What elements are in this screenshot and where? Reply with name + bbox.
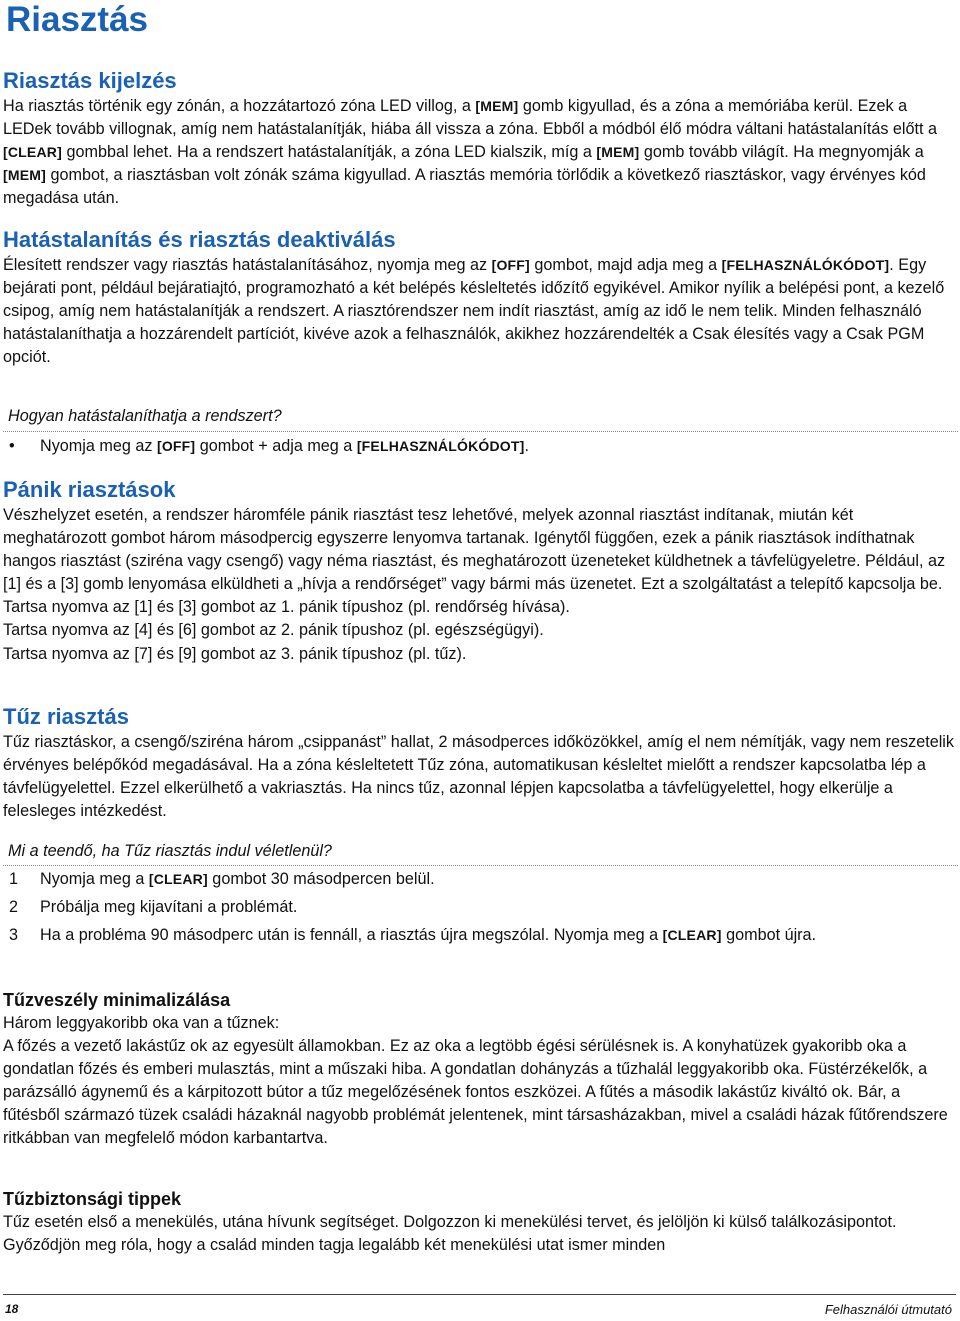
bullet-marker: • xyxy=(9,437,15,455)
panic-line: Tartsa nyomva az [1] és [3] gombot az 1. pánik típushoz (pl. rendőrség hívása). xyxy=(3,598,570,617)
section-paragraph: Ha riasztás történik egy zónán, a hozzátartozó zóna LED villog, a [MEM] gomb kigyullad, és a zóna a memóriába kerül. Ezek a LEDek tovább villognak, amíg nem hatástalanítják, hiába áll vissza a zóna. Ebből a módból élő módra váltani hatástalanítás előtt a [CLEAR] gombbal lehet. Ha a rendszert hatástalanítják, a zóna LED kialszik, míg a [MEM] gomb tovább világít. Ha megnyomják a [MEM] gombot, a riasztásban volt zónák száma kigyullad. A riasztás memória törlődik a következő riasztáskor, vagy érvényes kód megadása után. xyxy=(3,97,938,208)
section-fire-risk xyxy=(3,989,955,1151)
step-number: 2 xyxy=(9,898,19,917)
question-fire xyxy=(3,840,955,863)
section-heading: Tűzveszély minimalizálása xyxy=(3,990,231,1010)
question-text: Mi a teendő, ha Tűz riasztás indul véletlenül? xyxy=(8,842,332,860)
dotted-separator xyxy=(3,865,958,866)
key-label: [MEM] xyxy=(596,144,640,161)
section-disarm xyxy=(3,227,955,369)
section-paragraph: Vészhelyzet esetén, a rendszer háromféle pánik riasztást tesz lehetővé, melyek azonnal riasztást indítanak, miután két meghatározott gombot három másodpercig egyszerre lenyomva tartanak. Igénytől függően, ezek a pánik riasztások indíthatnak hangos riasztást (sziréna vagy csengő) vagy néma riasztást, és meghatározott üzeneteket küldhetnek a távfelügyeletre. Például, az [1] és a [3] gomb lenyomása elküldheti a „hívja a rendőrséget” vagy bármi más üzenetet. Ezt a szolgáltatást a telepítő kapcsolja be. xyxy=(3,506,946,594)
key-label: [FELHASZNÁLÓKÓDOT] xyxy=(721,257,890,273)
footer-rule xyxy=(3,1294,956,1295)
panic-line: Tartsa nyomva az [7] és [9] gombot az 3. pánik típushoz (pl. tűz). xyxy=(3,644,467,663)
section-panic xyxy=(3,477,955,666)
section-heading: Hatástalanítás és riasztás deaktiválás xyxy=(3,227,396,252)
section-lead: Három leggyakoribb oka van a tűznek: xyxy=(3,1014,280,1032)
list-item: 2 Próbálja meg kijavítani a problémát. xyxy=(3,896,955,919)
question-text: Hogyan hatástalaníthatja a rendszert? xyxy=(8,407,282,425)
key-label: [CLEAR] xyxy=(148,871,208,887)
section-heading: Pánik riasztások xyxy=(3,477,176,502)
section-paragraph: Élesített rendszer vagy riasztás hatástalanításához, nyomja meg az [OFF] gombot, majd adja meg a [FELHASZNÁLÓKÓDOT]. Egy bejárati pont, például bejáratiajtó, programozható a két belépés késleltetés időzítő egyikével. Amikor nyílik a belépési pont, a kezelő csipog, amíg nem hatástalanítják a rendszert. A riasztórendszer nem indít riasztást, amíg az idő le nem telik. Minden felhasználó hatástalaníthatja a hozzárendelt partíciót, kivéve azok a felhasználók, akikhez hozzárendelték a Csak élesítés vagy a Csak PGM opciót. xyxy=(3,256,945,367)
page-title: Riasztás xyxy=(6,0,149,39)
numbered-list xyxy=(3,868,955,947)
section-paragraph: Tűz esetén első a menekülés, utána hívunk segítséget. Dolgozzon ki menekülési tervet, és jelöljön ki külső találkozásipontot. Győződjön meg róla, hogy a család minden tagja legalább két menekülési utat ismer minden xyxy=(3,1213,897,1255)
list-item: 1 Nyomja meg a [CLEAR] gombot 30 másodpercen belül. xyxy=(3,868,955,891)
bullet-list xyxy=(3,435,955,458)
key-label: [CLEAR] xyxy=(662,927,722,944)
step-number: 3 xyxy=(9,926,19,945)
step-number: 1 xyxy=(9,870,19,888)
section-fire-alarm xyxy=(3,704,955,823)
list-item: 3 Ha a probléma 90 másodperc után is fennáll, a riasztás újra megszólal. Nyomja meg a [CLEAR] gombot újra. xyxy=(3,924,955,947)
section-heading: Tűzbiztonsági tippek xyxy=(3,1189,181,1209)
key-label: [OFF] xyxy=(156,438,196,454)
page-number: 18 xyxy=(5,1302,19,1316)
key-label: [MEM] xyxy=(475,98,519,114)
section-heading: Riasztás kijelzés xyxy=(3,68,177,93)
section-fire-tips xyxy=(3,1188,955,1257)
question-disarm xyxy=(3,405,955,428)
document-title: Felhasználói útmutató xyxy=(824,1302,952,1317)
dotted-separator xyxy=(3,431,958,432)
key-label: [OFF] xyxy=(491,257,530,273)
section-paragraph: A főzés a vezető lakástűz ok az egyesült államokban. Ez az oka a legtöbb égési sérülésnek is. A konyhatüzek gyakoribb oka a gondatlan főzés és emberi mulasztás, mint a műszaki hiba. A gondatlan dohányzás a tűzhalál leggyakoribb oka. Füstérzékelők, a parázsálló ágynemű és a kárpitozott bútor a tűz megelőzésének fontos eszközei. A fűtés a második lakástűz kiváltó ok. Bár, a fűtésből származó tüzek családi házaknál nagyobb problémát jelentenek, mint társasházakban, mivel a családi házak fűtőrendszere ritkábban van megfelelő módon karbantartva. xyxy=(3,1037,948,1148)
key-label: [CLEAR] xyxy=(3,144,62,161)
key-label: [FELHASZNÁLÓKÓDOT] xyxy=(356,438,525,454)
panic-line: Tartsa nyomva az [4] és [6] gombot az 2. pánik típushoz (pl. egészségügyi). xyxy=(3,621,544,640)
key-label: [MEM] xyxy=(3,167,46,184)
section-alarm-display xyxy=(3,68,955,210)
section-paragraph: Tűz riasztáskor, a csengő/sziréna három „csippanást” hallat, 2 másodperces időközökkel, amíg el nem némítják, vagy nem reszetelik érvényes belépőkód megadásával. Ha a zóna késleltetett Tűz zóna, automatikusan késleltet mielőtt a rendszer kapcsolatba lép a távfelügyelettel. Ezzel elkerülhető a vakriasztás. Ha nincs tűz, azonnal lépjen kapcsolatba a távfelügyelettel, hogy elkerülje a felesleges intézkedést. xyxy=(3,733,954,821)
section-heading: Tűz riasztás xyxy=(3,704,129,729)
list-item: • Nyomja meg az [OFF] gombot + adja meg a [FELHASZNÁLÓKÓDOT]. xyxy=(3,435,955,458)
